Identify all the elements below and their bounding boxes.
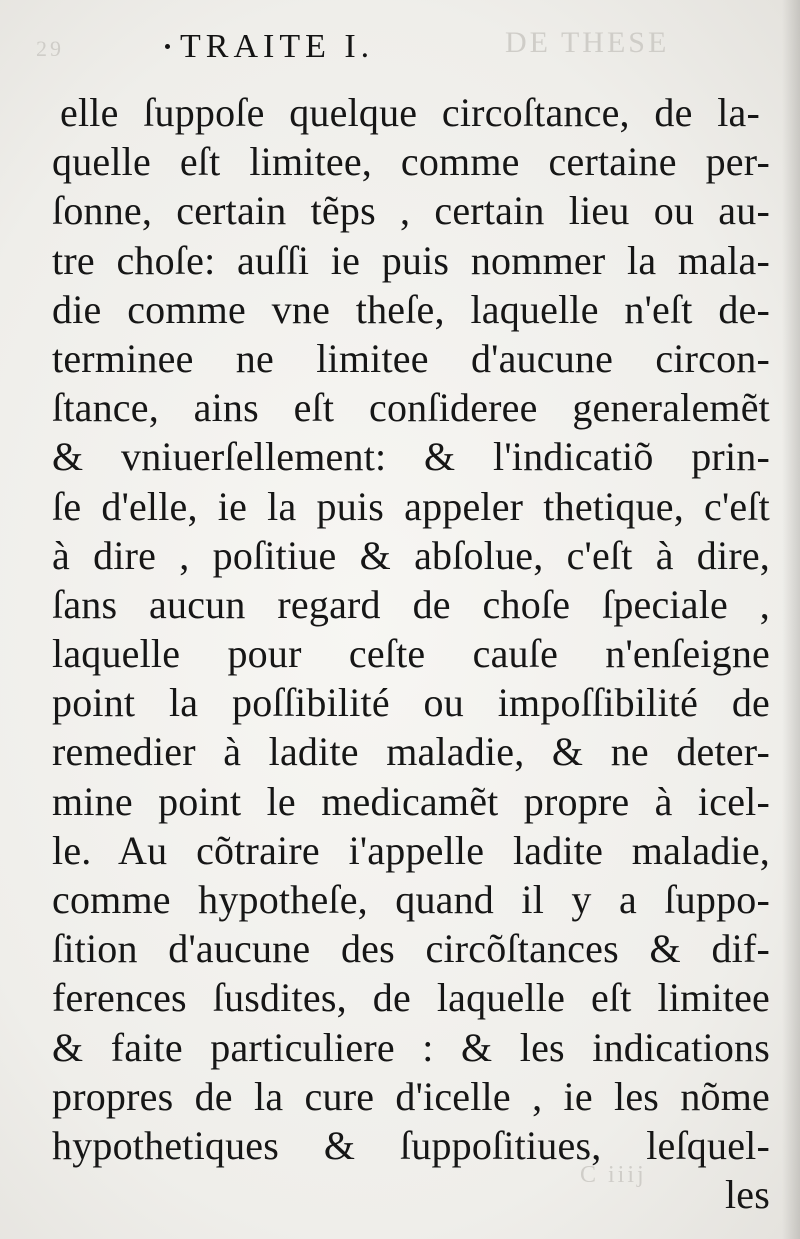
text-line: elle ſuppoſe quelque circoſtance, de la- bbox=[60, 90, 760, 135]
running-title: TRAITE I. bbox=[180, 28, 375, 65]
text-line: comme hypotheſe, quand il y a ſuppo- bbox=[52, 877, 770, 922]
text-line: ſition d'aucune des circõſtances & dif- bbox=[52, 926, 770, 972]
catchword: les bbox=[724, 1172, 770, 1218]
text-line: remedier à ladite maladie, & ne deter- bbox=[52, 729, 770, 775]
bleed-through-title: DE THESE bbox=[505, 26, 670, 59]
text-line: & vniuerſellement: & l'indicatiõ prin- bbox=[52, 434, 770, 480]
text-line: tre choſe: auſſi ie puis nommer la mala- bbox=[52, 237, 770, 283]
text-line: ſonne, certain tẽps , certain lieu ou au- bbox=[52, 188, 770, 234]
text-line: ſe d'elle, ie la puis appeler thetique, c'eſt bbox=[52, 483, 770, 529]
text-line: terminee ne limitee d'aucune circon- bbox=[52, 335, 770, 381]
text-line: ſtance, ains eſt conſideree generalemẽt bbox=[52, 385, 770, 431]
text-line: point la poſſibilité ou impoſſibilité de bbox=[52, 680, 770, 726]
text-line: le. Au cõtraire i'appelle ladite maladie, bbox=[52, 827, 770, 873]
text-line: à dire , poſitiue & abſolue, c'eſt à dire, bbox=[52, 532, 770, 578]
body-text bbox=[52, 88, 770, 1219]
header-dot-ornament bbox=[165, 44, 170, 49]
text-line: quelle eſt limitee, comme certaine per- bbox=[52, 139, 770, 185]
text-line: ferences ſusdites, de laquelle eſt limitee bbox=[52, 975, 770, 1021]
text-line: laquelle pour ceſte cauſe n'enſeigne bbox=[52, 631, 770, 677]
text-line: die comme vne theſe, laquelle n'eſt de- bbox=[52, 286, 770, 332]
text-line: mine point le medicamẽt propre à icel- bbox=[52, 778, 770, 824]
page-edge-shadow bbox=[782, 0, 800, 1239]
text-line: propres de la cure d'icelle , ie les nõme bbox=[52, 1073, 770, 1119]
text-line: & faite particuliere : & les indications bbox=[52, 1024, 770, 1070]
text-line: ſans aucun regard de choſe ſpeciale , bbox=[52, 581, 770, 627]
text-line: hypothetiques & ſuppoſitiues, leſquel- bbox=[52, 1122, 770, 1168]
bleed-through-signature: C iiij bbox=[580, 1162, 647, 1188]
bleed-through-folio: 29 bbox=[36, 36, 64, 61]
